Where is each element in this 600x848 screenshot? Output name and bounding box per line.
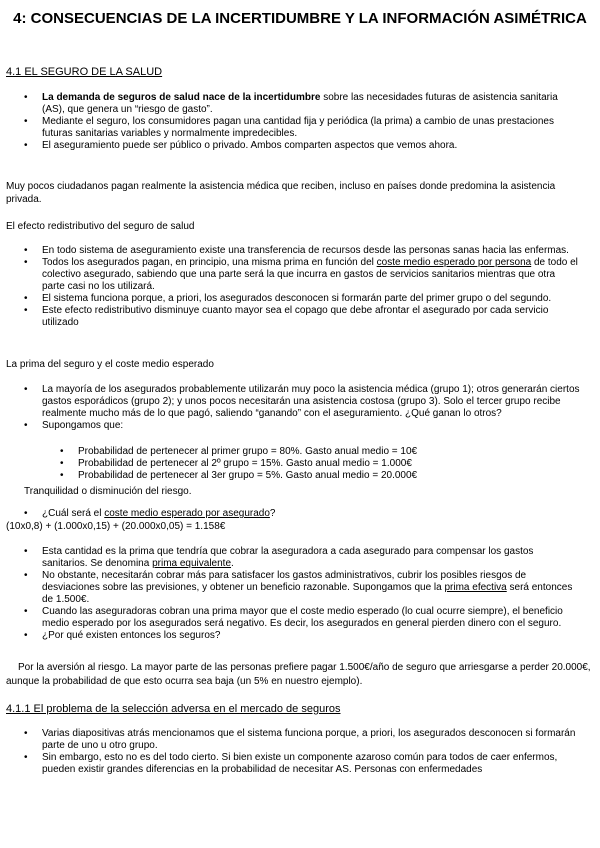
list-item: • Sin embargo, esto no es del todo cierto. Si bien existe un componente azaroso común para todos de caer enfermos, pueden existir grandes diferencias en la probabilidad de necesitar AS. Personas con enfermedades	[24, 752, 580, 776]
text: No obstante, necesitarán cobrar más para satisfacer los gastos administrativos, cubrir los posibles riesgos de desviaciones sobre las previsiones, y obtener un beneficio razonable. Supongamos que la	[42, 570, 527, 593]
list-item	[24, 257, 580, 293]
text: ?	[269, 508, 276, 519]
probability-sublist	[60, 446, 500, 482]
text: ¿Cuál será el	[42, 508, 105, 519]
list-item	[24, 92, 580, 116]
premium-bullets	[24, 384, 580, 432]
text: será entonces de 1.500€.	[42, 582, 573, 605]
list-item	[24, 546, 580, 570]
calculation-line: (10x0,8) + (1.000x0,15) + (20.000x0,05) = 1.158€	[6, 521, 226, 532]
underlined-term: coste medio esperado por asegurado	[104, 508, 270, 519]
section-heading-4-1: 4.1 EL SEGURO DE LA SALUD	[6, 66, 163, 78]
list-item: • Este efecto redistributivo disminuye cuanto mayor sea el copago que debe afrontar el asegurado por cada servicio utilizado	[24, 305, 580, 329]
adverse-selection-bullets	[24, 728, 580, 776]
text: de todo el colectivo asegurado, sabiendo que una parte será la que incurra en gastos de servicios sanitarios mientras que otra parte casi no los utilizará.	[42, 257, 578, 292]
text: sobre las necesidades futuras de asistencia sanitaria (AS), que genera un “riesgo de gasto”.	[42, 92, 558, 115]
paragraph-intro: Muy pocos ciudadanos pagan realmente la asistencia médica que reciben, incluso en países donde predomina la asistencia privada.	[6, 181, 556, 205]
subheading-premium: La prima del seguro y el coste medio esperado	[6, 359, 214, 370]
underlined-term: prima efectiva	[444, 582, 507, 593]
list-item	[24, 508, 580, 520]
page-title: 4: CONSECUENCIAS DE LA INCERTIDUMBRE Y LA INFORMACIÓN ASIMÉTRICA	[13, 10, 587, 27]
underlined-term: prima equivalente	[152, 558, 232, 569]
paragraph-risk-aversion: Por la aversión al riesgo. La mayor parte de las personas prefiere pagar 1.500€/año de seguro que arriesgarse a perder 20.000€, aunque la probabilidad de que esto ocurra sea baja (un 5% en nuestro ejemplo).	[6, 662, 591, 687]
risk-note: Tranquilidad o disminución del riesgo.	[24, 486, 192, 497]
list-item: • Varias diapositivas atrás mencionamos que el sistema funciona porque, a priori, los asegurados desconocen si formarán parte de uno u otro grupo.	[24, 728, 580, 752]
subheading-redistributive: El efecto redistributivo del seguro de salud	[6, 221, 195, 232]
redistributive-bullets	[24, 245, 580, 329]
list-item: • Supongamos que:	[24, 420, 580, 432]
list-item: • Probabilidad de pertenecer al 3er grupo = 5%. Gasto anual medio = 20.000€	[60, 470, 500, 482]
list-item: • Probabilidad de pertenecer al primer grupo = 80%. Gasto anual medio = 10€	[60, 446, 500, 458]
bold-text: La demanda de seguros de salud nace de la incertidumbre	[42, 92, 321, 103]
text: Todos los asegurados pagan, en principio, una misma prima en función del	[42, 257, 377, 268]
list-item: • Probabilidad de pertenecer al 2º grupo = 15%. Gasto anual medio = 1.000€	[60, 458, 500, 470]
section-heading-4-1-1: 4.1.1 El problema de la selección adversa en el mercado de seguros	[6, 703, 341, 715]
list-item: • La mayoría de los asegurados probablemente utilizarán muy poco la asistencia médica (grupo 1); otros generarán ciertos gastos esporádicos (grupo 2); y unos pocos necesitarán una asistencia costosa (grupo 3). Solo el tercer grupo recibe realmente mucho más de lo que pagó, saliendo “ganando” con el aseguramiento. ¿Qué ganan lo otros?	[24, 384, 580, 420]
question-bullet	[24, 508, 580, 520]
list-item	[24, 570, 580, 606]
underlined-term: coste medio esperado por persona	[376, 257, 532, 268]
consequence-bullets	[24, 546, 580, 642]
list-item: • ¿Por qué existen entonces los seguros?	[24, 630, 580, 642]
list-item: • El aseguramiento puede ser público o privado. Ambos comparten aspectos que vemos ahora.	[24, 140, 580, 152]
list-item: • Mediante el seguro, los consumidores pagan una cantidad fija y periódica (la prima) a cambio de unas prestaciones futuras sanitarias variables y normalmente impredecibles.	[24, 116, 580, 140]
list-item: • El sistema funciona porque, a priori, los asegurados desconocen si formarán parte del primer grupo o del segundo.	[24, 293, 580, 305]
text: .	[231, 558, 234, 569]
insurance-bullets	[24, 92, 580, 152]
list-item: • Cuando las aseguradoras cobran una prima mayor que el coste medio esperado (lo cual ocurre siempre), el beneficio medio esperado por los asegurados será negativo. Es decir, los asegurados en general pierden dinero con el seguro.	[24, 606, 580, 630]
text: Esta cantidad es la prima que tendría que cobrar la aseguradora a cada asegurado para compensar los gastos sanitarios. Se denomina	[42, 546, 534, 569]
list-item: • En todo sistema de aseguramiento existe una transferencia de recursos desde las personas sanas hacia las enfermas.	[24, 245, 580, 257]
